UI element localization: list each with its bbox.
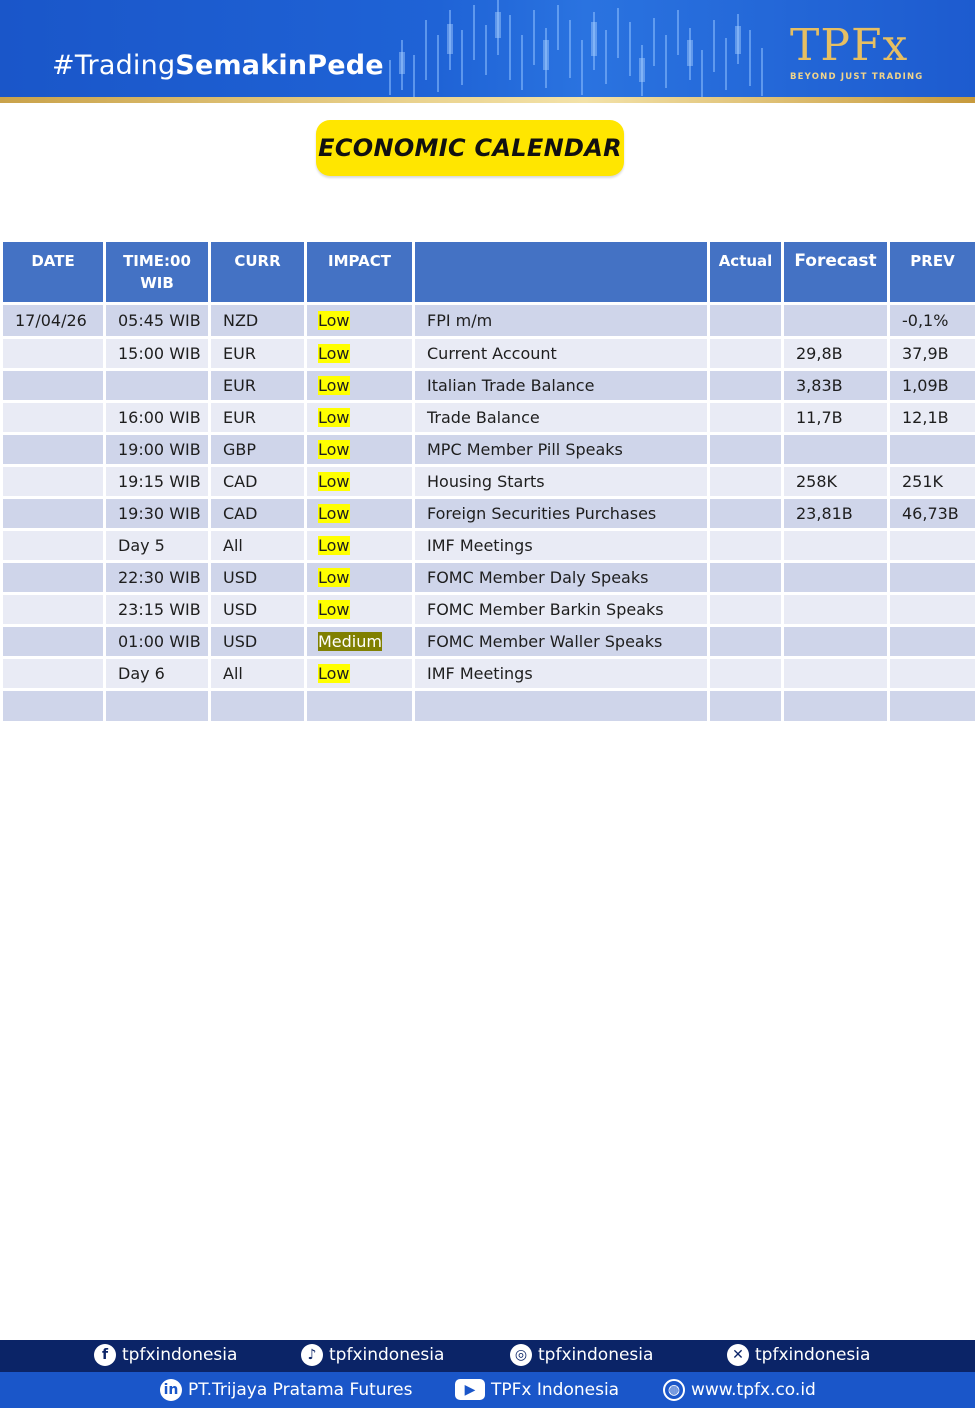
cell-impact <box>306 626 414 658</box>
cell-forecast: 258K <box>783 466 889 498</box>
impact-badge: Medium <box>318 632 382 651</box>
table-row <box>2 530 975 562</box>
cell-prev: 46,73B <box>889 498 975 530</box>
cell-forecast: 23,81B <box>783 498 889 530</box>
cell-forecast <box>783 658 889 690</box>
cell-impact <box>306 594 414 626</box>
tiktok-icon: ♪ <box>301 1344 323 1366</box>
social-link-tiktok[interactable] <box>301 1344 444 1366</box>
contact-link-linkedin[interactable] <box>160 1379 412 1401</box>
cell-prev <box>889 690 975 723</box>
contact-label: PT.Trijaya Pratama Futures <box>188 1380 413 1400</box>
cell-date <box>2 402 105 434</box>
cell-date <box>2 370 105 402</box>
cell-time: Day 6 <box>105 658 210 690</box>
cell-event: MPC Member Pill Speaks <box>414 434 709 466</box>
cell-curr: EUR <box>210 338 306 370</box>
logo-tagline: BEYOND JUST TRADING <box>790 72 924 82</box>
cell-time <box>105 690 210 723</box>
cell-event: FPI m/m <box>414 304 709 338</box>
table-row <box>2 626 975 658</box>
impact-badge: Low <box>318 440 350 459</box>
instagram-icon: ◎ <box>510 1344 532 1366</box>
cell-forecast <box>783 626 889 658</box>
logo-text: TPFx <box>790 20 909 71</box>
cell-actual <box>709 530 783 562</box>
cell-time: 05:45 WIB <box>105 304 210 338</box>
header-event <box>414 241 709 304</box>
cell-curr: CAD <box>210 498 306 530</box>
impact-badge: Low <box>318 600 350 619</box>
cell-actual <box>709 304 783 338</box>
youtube-icon: ▶ <box>455 1379 485 1400</box>
cell-event: Italian Trade Balance <box>414 370 709 402</box>
cell-impact <box>306 562 414 594</box>
cell-date <box>2 338 105 370</box>
cell-impact <box>306 370 414 402</box>
table-row <box>2 658 975 690</box>
cell-forecast <box>783 562 889 594</box>
cell-forecast <box>783 434 889 466</box>
cell-prev: 1,09B <box>889 370 975 402</box>
cell-actual <box>709 498 783 530</box>
cell-curr: USD <box>210 594 306 626</box>
cell-time: 16:00 WIB <box>105 402 210 434</box>
table-row <box>2 434 975 466</box>
cell-prev <box>889 562 975 594</box>
linkedin-icon: in <box>160 1379 182 1401</box>
cell-time <box>105 370 210 402</box>
hashtag-bold: SemakinPede <box>175 50 384 81</box>
cell-forecast <box>783 594 889 626</box>
cell-prev <box>889 594 975 626</box>
cell-curr: EUR <box>210 402 306 434</box>
cell-event: Trade Balance <box>414 402 709 434</box>
cell-impact <box>306 304 414 338</box>
cell-date <box>2 434 105 466</box>
table-row <box>2 498 975 530</box>
cell-curr: All <box>210 658 306 690</box>
cell-forecast: 29,8B <box>783 338 889 370</box>
cell-date <box>2 626 105 658</box>
cell-event: IMF Meetings <box>414 530 709 562</box>
cell-actual <box>709 626 783 658</box>
cell-actual <box>709 658 783 690</box>
impact-badge: Low <box>318 472 350 491</box>
cell-curr: EUR <box>210 370 306 402</box>
cell-date <box>2 658 105 690</box>
table-body <box>2 304 975 723</box>
cell-forecast <box>783 530 889 562</box>
cell-impact <box>306 434 414 466</box>
table-row <box>2 402 975 434</box>
cell-date <box>2 530 105 562</box>
impact-badge: Low <box>318 568 350 587</box>
cell-time: 15:00 WIB <box>105 338 210 370</box>
footer-contact-row <box>0 1372 975 1408</box>
header-forecast: Forecast <box>783 241 889 304</box>
social-link-facebook[interactable] <box>94 1344 237 1366</box>
cell-date <box>2 498 105 530</box>
cell-impact <box>306 530 414 562</box>
header-actual: Actual <box>709 241 783 304</box>
social-link-instagram[interactable] <box>510 1344 653 1366</box>
cell-prev <box>889 626 975 658</box>
cell-time: Day 5 <box>105 530 210 562</box>
cell-event <box>414 690 709 723</box>
header-impact: IMPACT <box>306 241 414 304</box>
cell-impact <box>306 402 414 434</box>
footer-social-row <box>0 1340 975 1372</box>
cell-prev: -0,1% <box>889 304 975 338</box>
impact-badge: Low <box>318 504 350 523</box>
social-label: tpfxindonesia <box>538 1345 654 1365</box>
globe-icon: ◍ <box>663 1379 685 1401</box>
cell-curr: GBP <box>210 434 306 466</box>
cell-curr: USD <box>210 626 306 658</box>
table-row <box>2 594 975 626</box>
impact-badge: Low <box>318 536 350 555</box>
cell-actual <box>709 434 783 466</box>
cell-impact <box>306 338 414 370</box>
table-row <box>2 370 975 402</box>
cell-curr: NZD <box>210 304 306 338</box>
cell-time: 19:00 WIB <box>105 434 210 466</box>
header-date: DATE <box>2 241 105 304</box>
cell-time: 01:00 WIB <box>105 626 210 658</box>
cell-prev <box>889 434 975 466</box>
cell-time: 19:30 WIB <box>105 498 210 530</box>
contact-link-globe[interactable] <box>663 1379 816 1401</box>
cell-forecast: 11,7B <box>783 402 889 434</box>
header-banner <box>0 0 975 98</box>
table-row <box>2 466 975 498</box>
cell-forecast: 3,83B <box>783 370 889 402</box>
cell-forecast <box>783 690 889 723</box>
page-title: ECONOMIC CALENDAR <box>318 134 622 162</box>
contact-label: www.tpfx.co.id <box>691 1380 816 1400</box>
economic-calendar-table <box>0 239 975 724</box>
cell-time: 22:30 WIB <box>105 562 210 594</box>
cell-event: FOMC Member Daly Speaks <box>414 562 709 594</box>
cell-event: FOMC Member Waller Speaks <box>414 626 709 658</box>
cell-forecast <box>783 304 889 338</box>
cell-time: 19:15 WIB <box>105 466 210 498</box>
gold-divider <box>0 97 975 103</box>
header-time: TIME:00 WIB <box>105 241 210 304</box>
contact-link-youtube[interactable] <box>455 1379 619 1400</box>
title-badge <box>316 120 624 176</box>
cell-prev <box>889 530 975 562</box>
cell-event: IMF Meetings <box>414 658 709 690</box>
cell-event: Foreign Securities Purchases <box>414 498 709 530</box>
cell-date <box>2 466 105 498</box>
cell-prev <box>889 658 975 690</box>
x-icon: ✕ <box>727 1344 749 1366</box>
header-currency: CURR <box>210 241 306 304</box>
hashtag-prefix: #Trading <box>52 50 176 81</box>
cell-date <box>2 562 105 594</box>
cell-actual <box>709 370 783 402</box>
cell-actual <box>709 402 783 434</box>
hashtag-slogan <box>52 50 384 81</box>
cell-impact <box>306 690 414 723</box>
cell-actual <box>709 338 783 370</box>
cell-date <box>2 690 105 723</box>
cell-actual <box>709 690 783 723</box>
cell-impact <box>306 466 414 498</box>
tpfx-logo <box>790 20 940 84</box>
cell-impact <box>306 498 414 530</box>
cell-event: Current Account <box>414 338 709 370</box>
cell-date <box>2 594 105 626</box>
social-label: tpfxindonesia <box>755 1345 871 1365</box>
social-label: tpfxindonesia <box>122 1345 238 1365</box>
table-row <box>2 304 975 338</box>
cell-curr: USD <box>210 562 306 594</box>
cell-event: Housing Starts <box>414 466 709 498</box>
table-row <box>2 690 975 723</box>
cell-impact <box>306 658 414 690</box>
cell-actual <box>709 466 783 498</box>
cell-actual <box>709 594 783 626</box>
social-link-x[interactable] <box>727 1344 870 1366</box>
cell-prev: 251K <box>889 466 975 498</box>
impact-badge: Low <box>318 311 350 330</box>
social-label: tpfxindonesia <box>329 1345 445 1365</box>
header-prev: PREV <box>889 241 975 304</box>
cell-curr: CAD <box>210 466 306 498</box>
table-row <box>2 562 975 594</box>
cell-prev: 37,9B <box>889 338 975 370</box>
table-header-row <box>2 241 975 304</box>
cell-date: 17/04/26 <box>2 304 105 338</box>
facebook-icon: f <box>94 1344 116 1366</box>
cell-curr <box>210 690 306 723</box>
impact-badge: Low <box>318 408 350 427</box>
table-row <box>2 338 975 370</box>
cell-time: 23:15 WIB <box>105 594 210 626</box>
cell-actual <box>709 562 783 594</box>
cell-prev: 12,1B <box>889 402 975 434</box>
impact-badge: Low <box>318 376 350 395</box>
cell-event: FOMC Member Barkin Speaks <box>414 594 709 626</box>
cell-curr: All <box>210 530 306 562</box>
chart-background-decoration <box>380 0 800 98</box>
contact-label: TPFx Indonesia <box>491 1379 620 1400</box>
impact-badge: Low <box>318 664 350 683</box>
impact-badge: Low <box>318 344 350 363</box>
